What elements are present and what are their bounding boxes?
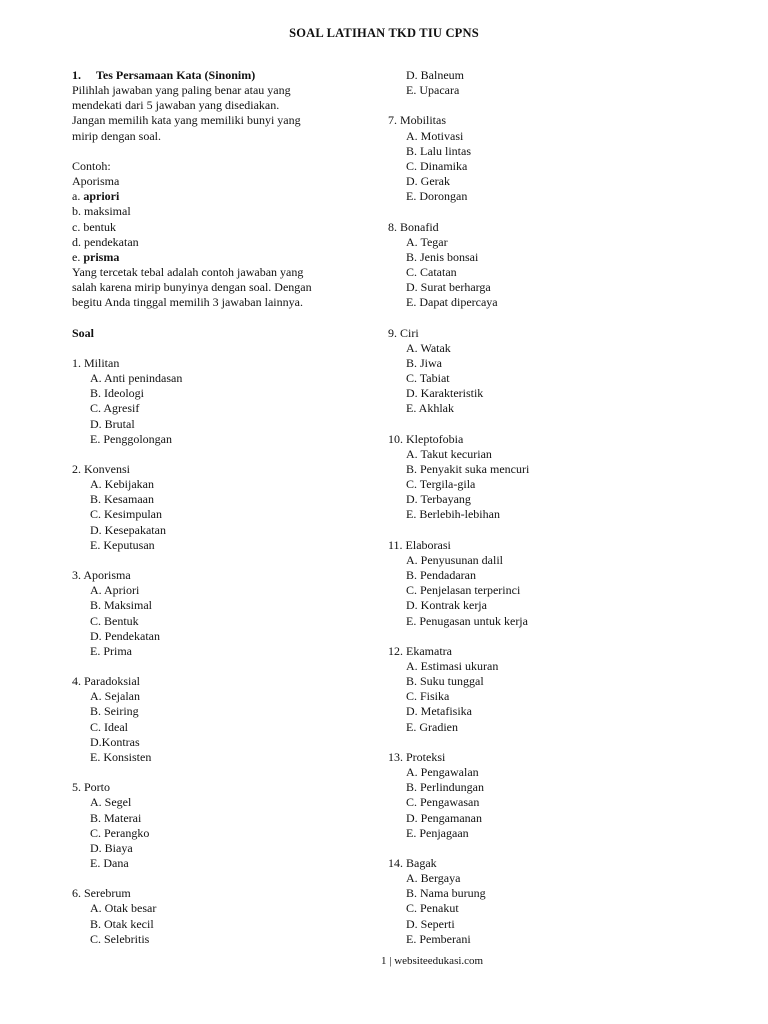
question-option: E. Konsisten — [90, 749, 152, 764]
question-option: E. Keputusan — [90, 537, 155, 552]
question-option: C. Bentuk — [90, 613, 139, 628]
question-option: C. Pengawasan — [406, 795, 480, 810]
question-list-left — [72, 341, 372, 947]
question-option: E. Akhlak — [406, 401, 454, 416]
example-option: c. bentuk — [72, 219, 116, 234]
question-list-right — [388, 113, 598, 946]
question-option: C. Agresif — [90, 401, 140, 416]
question-option: D. Karakteristik — [406, 386, 484, 401]
page-footer: 1 | websiteedukasi.com — [381, 955, 484, 967]
example-option: a. apriori — [72, 189, 120, 204]
example-note: begitu Anda tinggal memilih 3 jawaban lainnya. — [72, 295, 303, 310]
question-option: B. Seiring — [90, 704, 139, 719]
question-word: 5. Porto — [72, 780, 111, 795]
question-option: E. Berlebih-lebihan — [406, 507, 500, 522]
question-option: A. Pengawalan — [406, 765, 479, 780]
question-option: B. Otak kecil — [90, 916, 154, 931]
question-word: 13. Proteksi — [388, 749, 446, 764]
question-option: C. Catatan — [406, 265, 457, 279]
section-heading: 1. Tes Persamaan Kata (Sinonim) — [72, 68, 256, 82]
question-option: D. Pendekatan — [90, 628, 160, 643]
page-title: SOAL LATIHAN TKD TIU CPNS — [289, 26, 479, 40]
question-option: E. Dapat dipercaya — [406, 295, 498, 310]
example-label: Contoh: — [72, 158, 111, 173]
question-word: 6. Serebrum — [72, 886, 131, 901]
question-option: D. Pengamanan — [406, 810, 482, 825]
question-word: 11. Elaborasi — [388, 537, 451, 552]
question-option: E. Penugasan untuk kerja — [406, 613, 528, 628]
question-option: E. Pemberani — [406, 931, 471, 946]
question-option: A. Apriori — [90, 583, 140, 598]
question-option: A. Motivasi — [406, 128, 464, 143]
question-option: D. Seperti — [406, 916, 455, 931]
question-option: A. Anti penindasan — [90, 371, 183, 386]
intro-line: Jangan memilih kata yang memiliki bunyi yang — [72, 113, 301, 128]
question-option: C. Fisika — [406, 689, 450, 704]
question-option: B. Jiwa — [406, 355, 442, 370]
question-option: D. Kontrak kerja — [406, 598, 487, 613]
question-option: E. Dorongan — [406, 189, 468, 204]
question-option: B. Kesamaan — [90, 492, 154, 507]
question-option: A. Otak besar — [90, 901, 157, 916]
question-option: C. Dinamika — [406, 158, 468, 173]
question-option: E. Upacara — [406, 83, 460, 98]
question-option: B. Jenis bonsai — [406, 249, 479, 264]
question-word: 4. Paradoksial — [72, 674, 140, 689]
example-option: e. prisma — [72, 249, 120, 264]
question-word: 10. Kleptofobia — [388, 431, 464, 446]
question-option: C. Tabiat — [406, 371, 450, 386]
intro-line: Pilihlah jawaban yang paling benar atau yang — [72, 83, 291, 98]
question-option: E. Dana — [90, 856, 129, 871]
question-option: C. Tergila-gila — [406, 477, 476, 492]
question-option: B. Penyakit suka mencuri — [406, 462, 530, 476]
question-option: B. Lalu lintas — [406, 143, 471, 158]
question-option: B. Materai — [90, 810, 142, 825]
example-option: b. maksimal — [72, 204, 131, 219]
intro-line: mendekati dari 5 jawaban yang disediakan. — [72, 98, 280, 113]
question-option: B. Perlindungan — [406, 780, 484, 795]
right-column — [388, 68, 598, 947]
question-option: B. Suku tunggal — [406, 674, 484, 689]
question-option: E. Penjagaan — [406, 825, 469, 840]
question-word: 1. Militan — [72, 355, 120, 370]
question-option: D. Biaya — [90, 840, 133, 855]
question-word: 7. Mobilitas — [388, 113, 447, 128]
question-option: A. Kebijakan — [90, 477, 154, 492]
question-word: 12. Ekamatra — [388, 643, 452, 658]
question-option: A. Sejalan — [90, 689, 140, 704]
question-option: C. Penakut — [406, 901, 459, 916]
question-option: D. Brutal — [90, 416, 135, 431]
question-word: 9. Ciri — [388, 325, 419, 340]
left-column — [72, 68, 372, 947]
question-option: D. Metafisika — [406, 704, 472, 719]
example-word: Aporisma — [72, 174, 120, 189]
question-option: D. Balneum — [406, 68, 464, 82]
question-option: A. Takut kecurian — [406, 446, 492, 461]
question-option: C. Ideal — [90, 719, 128, 734]
question-option: E. Prima — [90, 643, 132, 658]
question-word: 2. Konvensi — [72, 462, 130, 476]
question-option: A. Tegar — [406, 234, 448, 249]
question-option: E. Penggolongan — [90, 431, 172, 446]
question-word: 8. Bonafid — [388, 219, 439, 234]
question-option: D. Surat berharga — [406, 280, 491, 295]
question-option: A. Penyusunan dalil — [406, 552, 503, 567]
intro-line: mirip dengan soal. — [72, 128, 161, 143]
question-option: B. Pendadaran — [406, 568, 476, 583]
question-option: B. Nama burung — [406, 886, 486, 901]
question-option: C. Perangko — [90, 825, 150, 840]
example-option: d. pendekatan — [72, 234, 139, 249]
question-option: A. Segel — [90, 795, 132, 810]
question-word: 14. Bagak — [388, 856, 437, 870]
example-note: salah karena mirip bunyinya dengan soal. Dengan — [72, 280, 312, 295]
question-option: D.Kontras — [90, 734, 140, 749]
question-option: A. Watak — [406, 340, 451, 355]
question-option: D. Kesepakatan — [90, 522, 166, 537]
soal-heading: Soal — [72, 325, 95, 340]
question-option: B. Ideologi — [90, 386, 144, 401]
question-option: B. Maksimal — [90, 598, 152, 613]
question-option: C. Penjelasan terperinci — [406, 583, 521, 598]
question-option: D. Terbayang — [406, 492, 471, 507]
example-note: Yang tercetak tebal adalah contoh jawaban yang — [72, 265, 304, 280]
question-option: D. Gerak — [406, 174, 450, 189]
question-option: A. Estimasi ukuran — [406, 659, 499, 673]
question-option: C. Selebritis — [90, 931, 150, 946]
question-option: E. Gradien — [406, 719, 458, 734]
question-word: 3. Aporisma — [72, 568, 131, 583]
question-option: C. Kesimpulan — [90, 507, 162, 522]
question-option: A. Bergaya — [406, 871, 461, 886]
